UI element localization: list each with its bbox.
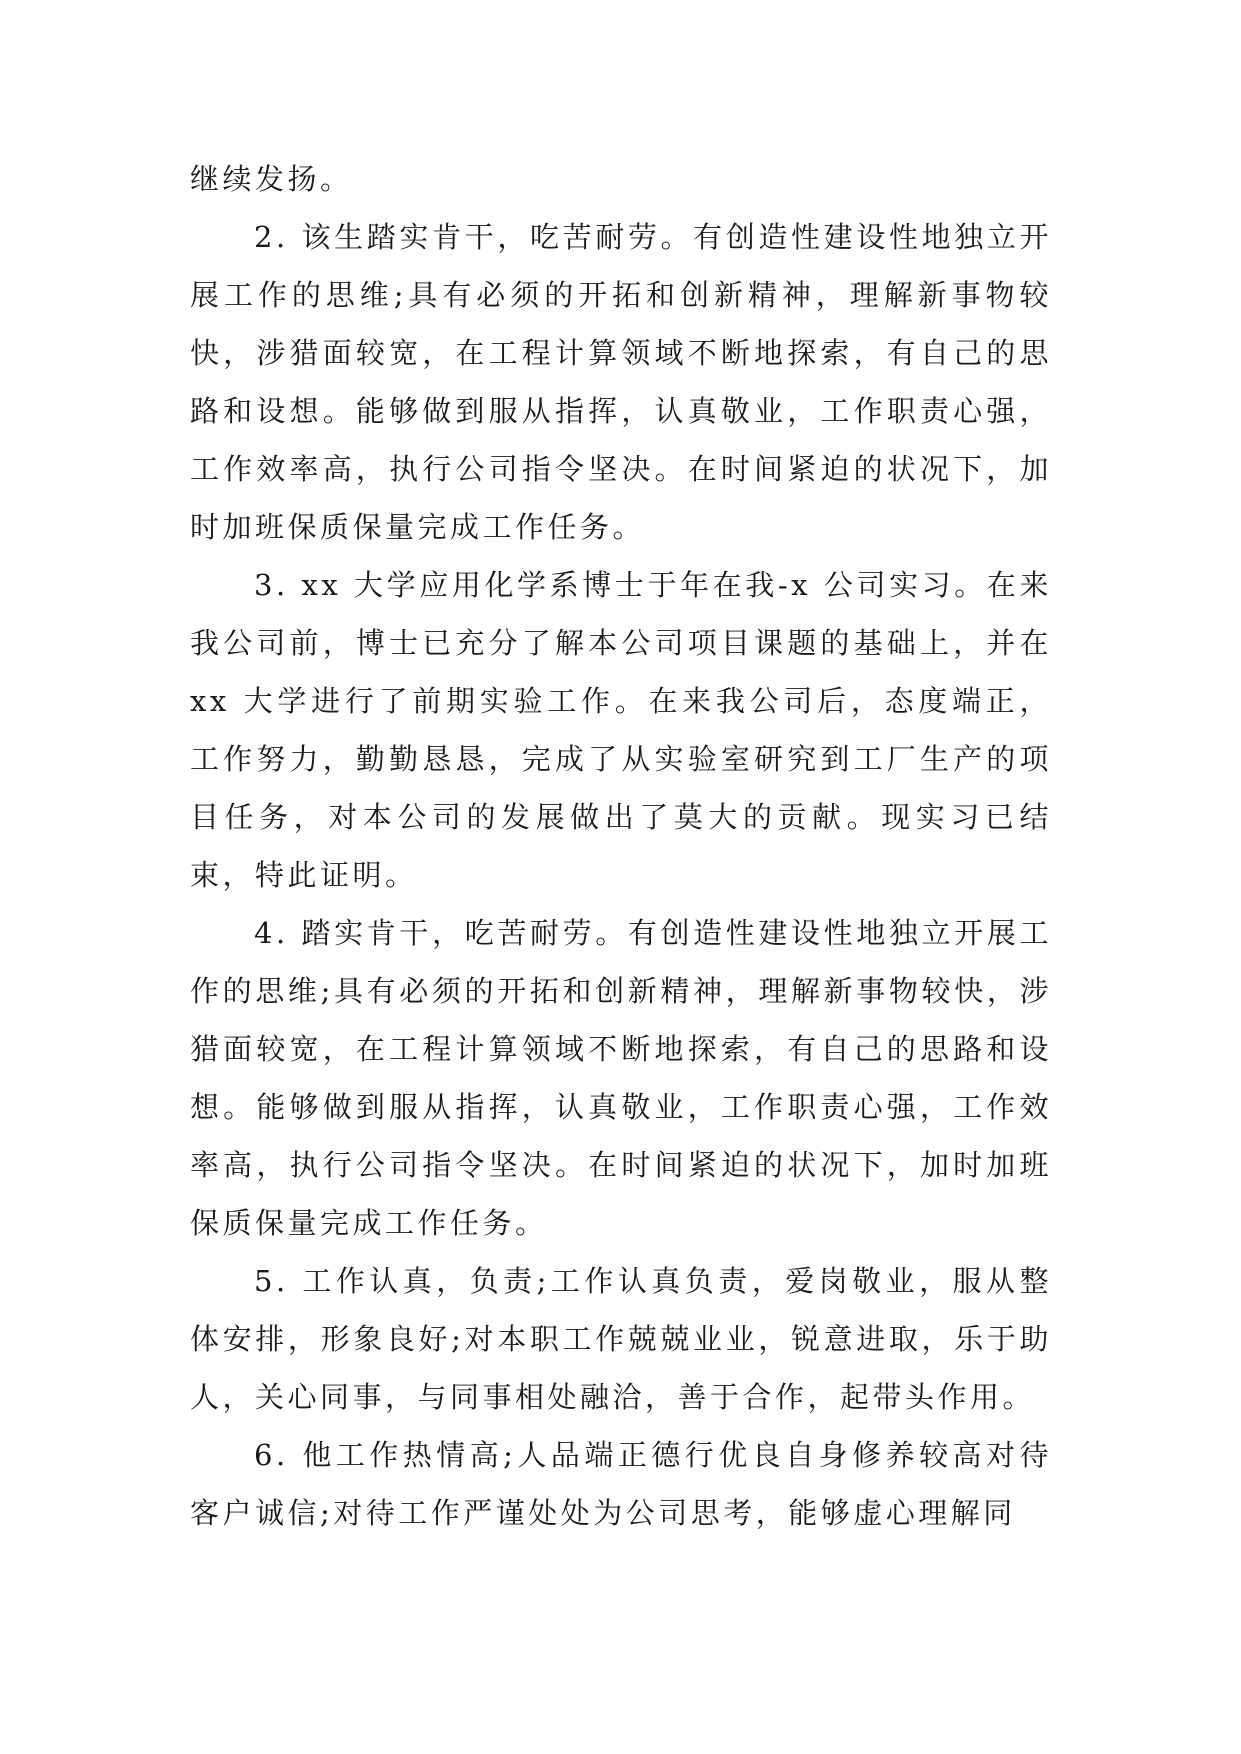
paragraph-item-2: 2. 该生踏实肯干，吃苦耐劳。有创造性建设性地独立开展工作的思维;具有必须的开拓和创新精神，理解新事物较快，涉猎面较宽，在工程计算领域不断地探索，有自己的思路和设想。能够做到服从指挥，认真敬业，工作职责心强，工作效率高，执行公司指令坚决。在时间紧迫的状况下，加时加班保质保量完成工作任务。: [190, 220, 1052, 544]
paragraph-item-5: 5. 工作认真，负责;工作认真负责，爱岗敬业，服从整体安排，形象良好;对本职工作兢兢业业，锐意进取，乐于助人，关心同事，与同事相处融洽，善于合作，起带头作用。: [190, 1264, 1052, 1414]
paragraph-item-6: 6. 他工作热情高;人品端正德行优良自身修养较高对待客户诚信;对待工作严谨处处为公司思考，能够虚心理解同: [190, 1438, 1052, 1530]
paragraph-continuation: 继续发扬。: [190, 162, 353, 196]
document-body: [190, 150, 1052, 1542]
paragraph-item-3: 3. xx 大学应用化学系博士于年在我-x 公司实习。在来我公司前，博士已充分了解本公司项目课题的基础上，并在 xx 大学进行了前期实验工作。在来我公司后，态度端正，工作努力，勤勤恳恳，完成了从实验室研究到工厂生产的项目任务，对本公司的发展做出了莫大的贡献。现实习已结束，特此证明。: [190, 568, 1052, 892]
paragraph-item-4: 4. 踏实肯干，吃苦耐劳。有创造性建设性地独立开展工作的思维;具有必须的开拓和创新精神，理解新事物较快，涉猎面较宽，在工程计算领域不断地探索，有自己的思路和设想。能够做到服从指挥，认真敬业，工作职责心强，工作效率高，执行公司指令坚决。在时间紧迫的状况下，加时加班保质保量完成工作任务。: [190, 916, 1052, 1240]
